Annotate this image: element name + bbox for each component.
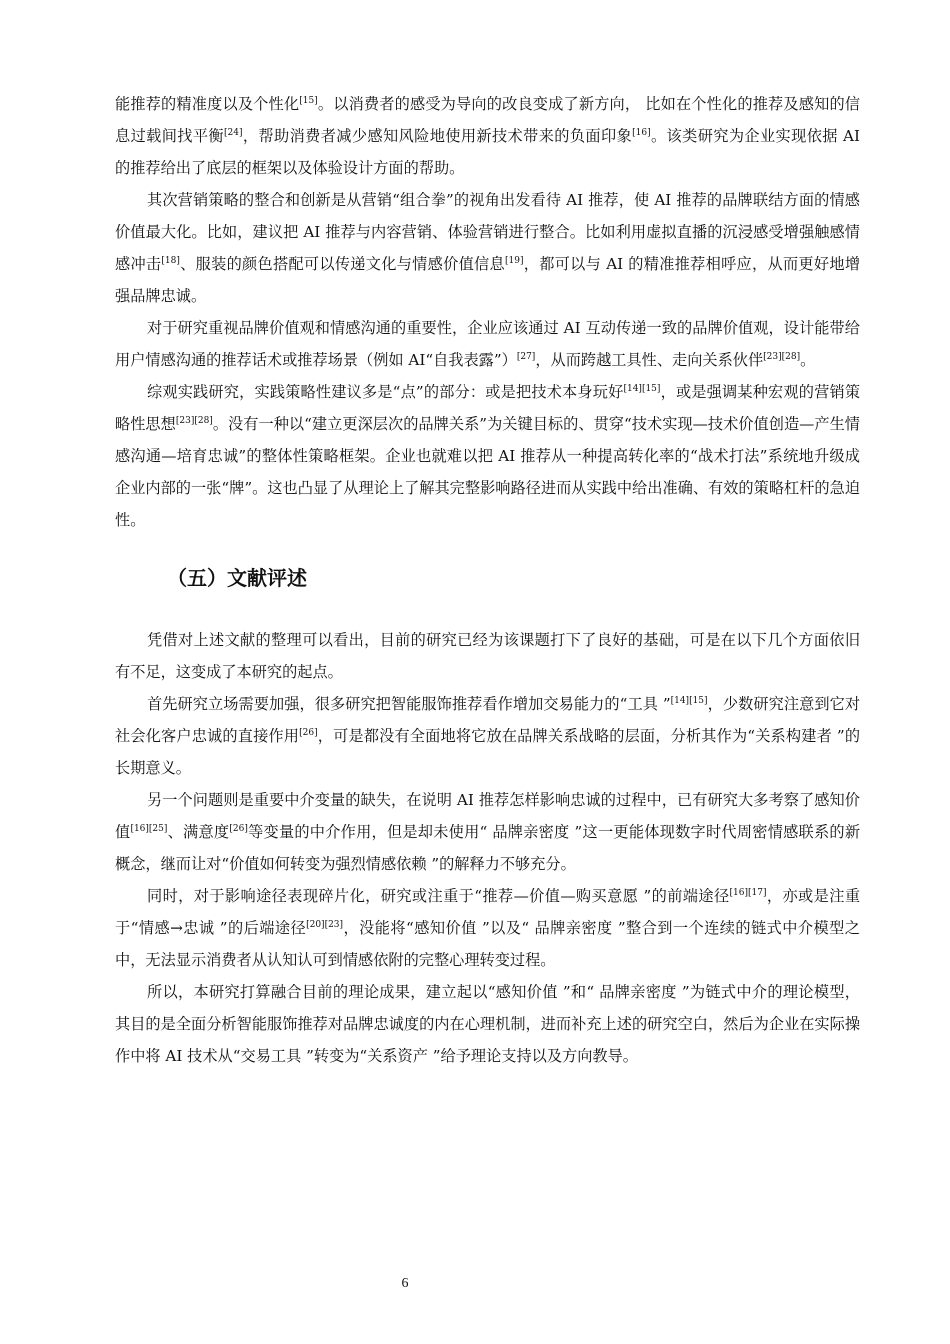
body-text [115,88,860,1072]
section-heading: （五）文献评述 [167,566,307,590]
section-practice-research [115,88,860,536]
citation-ref: [14][15] [670,695,708,706]
text-run: ，从而跨越工具性、走向关系伙伴 [535,351,764,369]
citation-ref: [23][28] [175,415,213,426]
citation-ref: [23][28] [763,351,801,362]
text-run: ，可是都没有全面地将它放在品牌关系战略的层面，分析其作为“关系构建者 ”的长期意义。 [115,727,861,777]
citation-ref: [26] [299,727,318,738]
text-run: 对于研究重视品牌价值观和情感沟通的重要性，企业应该通过 AI 互动传递一致的品牌价值观，设计能带给用户情感沟通的推荐话术或推荐场景（例如 AI“自我表露”） [115,319,860,369]
citation-ref: [15] [299,95,318,106]
text-run: ，都可以与 AI 的精准推荐相呼应，从而更好地增强品牌忠诚。 [115,255,861,305]
citation-ref: [24] [224,127,243,138]
text-run: 能推荐的精准度以及个性化 [115,95,300,113]
paragraph [115,976,860,1072]
text-run: 。该类研究为企业实现依据 AI 的推荐给出了底层的框架以及体验设计方面的帮助。 [115,127,861,177]
paragraph [115,880,860,976]
text-run: 凭借对上述文献的整理可以看出，目前的研究已经为该课题打下了良好的基础，可是在以下几个方面依旧有不足，这变成了本研究的起点。 [115,631,860,681]
page-number: 6 [401,1276,409,1291]
citation-ref: [19] [505,255,524,266]
section-literature-review [115,624,860,1072]
citation-ref: [27] [516,351,536,362]
citation-ref: [26] [229,823,248,834]
text-run: 其次营销策略的整合和创新是从营销“组合拳”的视角出发看待 AI 推荐，使 AI 推荐的品牌联结方面的情感价值最大化。比如，建议把 AI 推荐与内容营销、体验营销进行整合。比如利用虚拟直播的沉浸感受增强触感情感冲击 [115,191,860,273]
text-run: 另一个问题则是重要中介变量的缺失，在说明 AI 推荐怎样影响忠诚的过程中，已有研究大多考察了感知价值 [115,791,860,841]
citation-ref: [16][17] [729,887,767,898]
text-run: 所以，本研究打算融合目前的理论成果，建立起以“感知价值 ”和“ 品牌亲密度 ”为链式中介的理论模型，其目的是全面分析智能服饰推荐对品牌忠诚度的内在心理机制，进而补充上述的研究空白，然后为企业在实际操作中将 AI 技术从“交易工具 ”转变为“关系资产 ”给予理论支持以及方向教导。 [115,983,860,1065]
paragraph [115,88,860,184]
text-run: 、满意度 [167,823,230,841]
text-run: ，少数研究注意到它对社会化客户忠诚的直接作用 [115,695,861,745]
paragraph [115,184,860,312]
text-run: ，帮助消费者减少感知风险地使用新技术带来的负面印象 [242,127,633,145]
paragraph [115,376,860,536]
text-run: ，或是强调某种宏观的营销策略性思想 [115,383,861,433]
text-run: 、服装的颜色搭配可以传递文化与情感价值信息 [179,255,505,273]
citation-ref: [16] [632,127,651,138]
text-run: 综观实践研究，实践策略性建议多是“点”的部分：或是把技术本身玩好 [147,383,624,401]
text-run: ，亦或是注重于“情感→忠诚 ”的后端途径 [115,887,861,937]
paragraph [115,784,860,880]
text-run: 同时，对于影响途径表现碎片化，研究或注重于“推荐—价值—购买意愿 ”的前端途径 [147,887,730,905]
paragraph [115,624,860,688]
citation-ref: [20][23] [306,919,344,930]
text-run: 。 [800,351,816,369]
text-run: 。以消费者的感受为导向的改良变成了新方向， 比如在个性化的推荐及感知的信息过载间找平衡 [115,95,860,145]
citation-ref: [14][15] [623,383,661,394]
text-run: 等变量的中介作用，但是却未使用“ 品牌亲密度 ”这一更能体现数字时代周密情感联系的新概念，继而让对“价值如何转变为强烈情感依赖 ”的解释力不够充分。 [115,823,861,873]
text-run: 首先研究立场需要加强，很多研究把智能服饰推荐看作增加交易能力的“工具 ” [147,695,671,713]
citation-ref: [16][25] [130,823,168,834]
text-run: ，没能将“感知价值 ”以及“ 品牌亲密度 ”整合到一个连续的链式中介模型之中，无法显示消费者从认知认可到情感依附的完整心理转变过程。 [115,919,860,969]
text-run: 。没有一种以“建立更深层次的品牌关系”为关键目标的、贯穿“技术实现—技术价值创造—产生情感沟通—培育忠诚”的整体性策略框架。企业也就难以把 AI 推荐从一种提高转化率的“战术打法”系统地升级成企业内部的一张“牌”。这也凸显了从理论上了解其完整影响路径进而从实践中给出准确、有效的策略杠杆的急迫性。 [115,415,860,529]
paragraph [115,312,860,376]
paragraph [115,688,860,784]
citation-ref: [18] [161,255,180,266]
